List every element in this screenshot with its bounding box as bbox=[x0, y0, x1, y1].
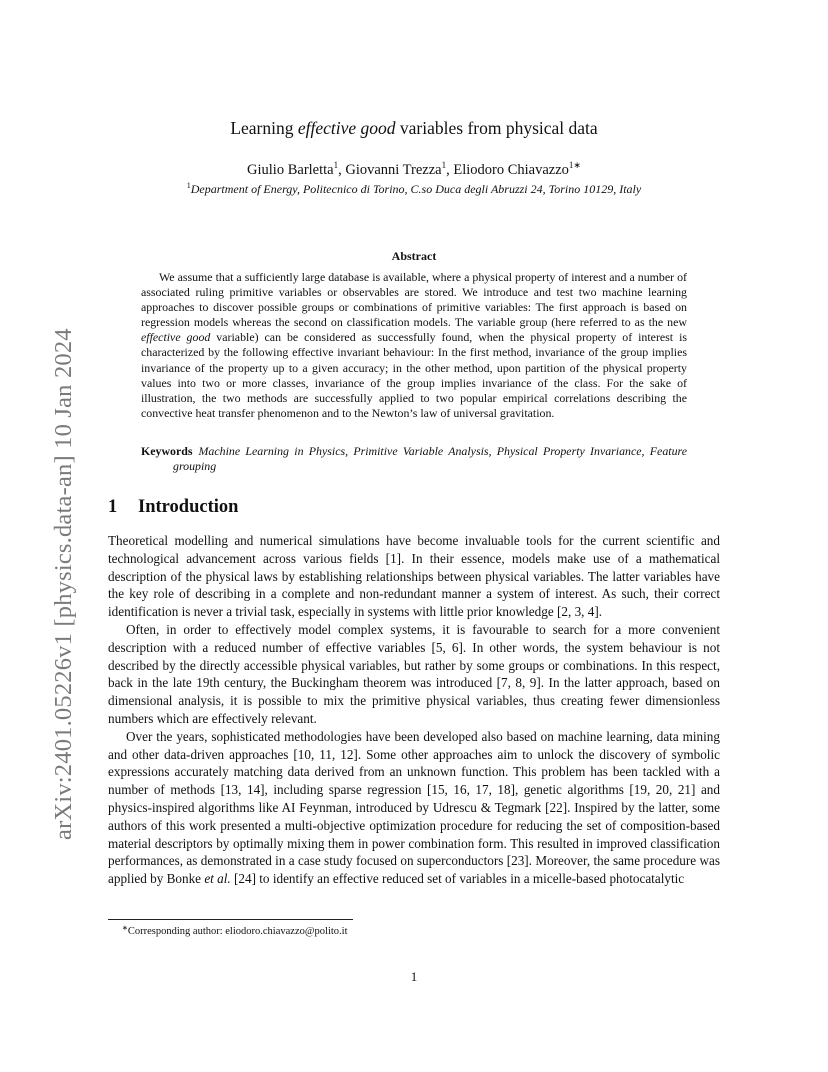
abstract-heading: Abstract bbox=[391, 249, 437, 263]
abstract-text: variable) can be considered as successfully found, when the physical property of interest is characterized by the following effective invariant behaviour: In the first method, invariance of the group implies invariance of the property up to a given accuracy; in the other method, upon partition of the physical property values into two or more classes, invariance of the group implies invariance of the class. For the sake of illustration, the two methods are successfully applied to two popular empirical correlations describing the convective heat transfer phenomenon and to the Newton’s law of universal gravitation. bbox=[141, 330, 687, 420]
author-affiliation-marker: 1 bbox=[333, 160, 339, 170]
introduction-body bbox=[108, 532, 720, 888]
section-number: 1 bbox=[108, 497, 118, 517]
paragraph: Theoretical modelling and numerical simulations have become invaluable tools for the current scientific and technological advancement across various fields [1]. In their essence, models make use of a mathematical description of the physical laws by establishing relationships between physical variables. The latter variables have the key role of describing in a complete and non-redundant manner a system of interest. As such, their correct identification is never a trivial task, especially in systems with little prior knowledge [2, 3, 4]. bbox=[108, 533, 720, 620]
abstract-body bbox=[141, 270, 687, 421]
author-name: Giulio Barletta bbox=[247, 162, 334, 178]
footnote bbox=[108, 924, 720, 937]
footnote-rule bbox=[108, 919, 353, 920]
author-name: Eliodoro Chiavazzo bbox=[453, 162, 569, 178]
affiliation-text: Department of Energy, Politecnico di Torino, C.so Duca degli Abruzzi 24, Torino 10129, Italy bbox=[190, 182, 642, 196]
paragraph-text: [24] to identify an effective reduced set of variables in a micelle-based photocatalytic bbox=[230, 871, 685, 887]
title-emphasis: effective good bbox=[297, 118, 396, 138]
author-separator: , bbox=[338, 162, 346, 178]
section-heading bbox=[108, 497, 720, 518]
keywords-list: Machine Learning in Physics, Primitive Variable Analysis, Physical Property Invariance, Feature grouping bbox=[173, 444, 687, 474]
arxiv-stamp: arXiv:2401.05226v1 [physics.data-an] 10 Jan 2024 bbox=[50, 328, 77, 840]
paragraph-emphasis: et al. bbox=[204, 871, 231, 887]
title-suffix: variables from physical data bbox=[395, 118, 598, 138]
author-affiliation-marker: 1∗ bbox=[568, 160, 581, 170]
paper-title bbox=[108, 118, 720, 139]
author-affiliation-marker: 1 bbox=[441, 160, 447, 170]
paragraph bbox=[108, 728, 720, 888]
abstract-emphasis: effective good bbox=[141, 330, 211, 345]
title-prefix: Learning bbox=[230, 118, 298, 138]
author-list bbox=[108, 160, 720, 179]
affiliation bbox=[108, 181, 720, 197]
affiliation-marker: 1 bbox=[186, 181, 191, 190]
footnote-text: Corresponding author: eliodoro.chiavazzo@polito.it bbox=[127, 926, 348, 937]
keywords bbox=[141, 444, 687, 474]
paragraph: Often, in order to effectively model complex systems, it is favourable to search for a more convenient description with a reduced number of effective variables [5, 6]. In other words, the system behaviour is not described by the directly accessible physical variables, but rather by some groups or combinations. In this respect, back in the late 19th century, the Buckingham theorem was introduced [7, 8, 9]. In the latter approach, based on dimensional analysis, it is possible to mix the primitive physical variables, thus creating fewer dimensionless numbers which are effectively relevant. bbox=[108, 621, 720, 726]
footnote-marker: ∗ bbox=[122, 924, 128, 932]
paragraph-text: Over the years, sophisticated methodologies have been developed also based on machine learning, data mining and other data-driven approaches [10, 11, 12]. Some other approaches aim to unlock the discovery of symbolic expressions accurately matching data derived from an unknown function. This problem has been tackled with a number of methods [13, 14], including sparse regression [15, 16, 17, 18], genetic algorithms [19, 20, 21] and physics-inspired algorithms like AI Feynman, introduced by Udrescu & Tegmark [22]. Inspired by the latter, some authors of this work presented a multi-objective optimization procedure for reducing the set of composition-based material descriptors by optimally mixing them in power combination form. This resulted in improved classification performances, as demonstrated in a case study focused on superconductors [23]. Moreover, the same procedure was applied by Bonke bbox=[108, 728, 720, 887]
section-title: Introduction bbox=[138, 497, 239, 517]
author-separator: , bbox=[446, 162, 454, 178]
abstract-text: We assume that a sufficiently large database is available, where a physical property of interest and a number of associated ruling primitive variables or observables are stored. We introduce and test two machine learning approaches to discover possible groups or combinations of primitive variables: The first approach is based on regression models whereas the second on classification models. The variable group (here referred to as the new bbox=[141, 270, 687, 330]
keywords-label: Keywords bbox=[141, 444, 193, 458]
page-number: 1 bbox=[410, 969, 418, 984]
author-name: Giovanni Trezza bbox=[345, 162, 442, 178]
